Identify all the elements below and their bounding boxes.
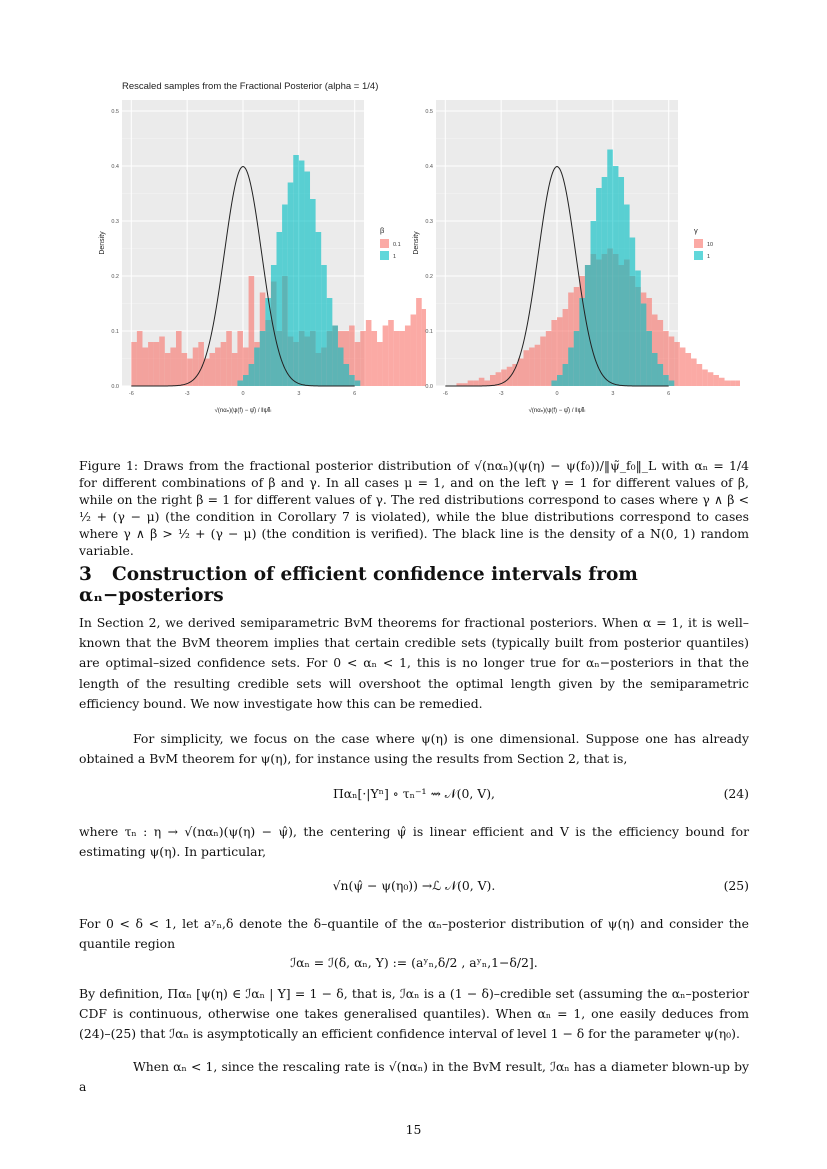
x-tick-label: 3 [611,391,615,397]
histogram-bar [204,359,210,387]
histogram-bar [713,375,719,386]
y-tick-label: 0.3 [111,219,119,225]
histogram-bar [327,298,333,386]
y-axis-label: Density [99,231,106,255]
equation-25 [79,878,749,894]
histogram-bar [512,364,518,386]
histogram-bar [635,271,641,387]
histogram-bar [507,367,513,386]
y-tick-label: 0.2 [111,274,119,280]
histogram-bar [142,348,148,387]
legend-key [694,239,703,248]
histogram-bar [321,265,327,386]
histogram-bar [349,375,355,386]
histogram-bar [316,232,322,386]
histogram-bar [176,331,182,386]
histogram-bar [344,364,350,386]
chart-right [410,95,740,440]
histogram-bar [215,348,221,387]
histogram-bar [288,183,294,387]
histogram-bar [607,150,613,387]
y-tick-label: 0.1 [425,329,433,335]
histogram-bar [518,359,524,387]
histogram-bar [243,375,249,386]
histogram-bar [591,221,597,386]
histogram-bar [618,177,624,386]
histogram-bar [551,320,557,386]
equation-24-number: (24) [723,786,749,801]
paragraph-rescaling: When αₙ < 1, since the rescaling rate is √(nαₙ) in the BvM result, ℐαₙ has a diameter blown-up by a [79,1059,749,1095]
histogram-bar [557,375,563,386]
histogram-bar [237,331,243,386]
histogram-bar [209,353,215,386]
y-tick-label: 0.3 [425,219,433,225]
histogram-bar [388,320,394,386]
x-tick-label: -6 [128,391,134,397]
figure-title: Rescaled samples from the Fractional Posterior (alpha = 1/4) [122,81,379,92]
histogram-bar [736,381,740,387]
histogram-bar [271,265,277,386]
histogram-bar [490,375,496,386]
histogram-bar [563,364,569,386]
histogram-bar [360,331,366,386]
legend-key [694,251,703,260]
x-tick-label: 6 [353,391,357,397]
histogram-bar [669,337,675,387]
y-axis-label: Density [413,231,420,255]
histogram-bar [371,331,377,386]
histogram-bar [377,342,383,386]
histogram-bar [479,378,485,386]
x-tick-label: 0 [241,391,245,397]
histogram-bar [249,364,255,386]
histogram-bar [394,331,400,386]
paragraph-simplicity: For simplicity, we focus on the case where ψ(η) is one dimensional. Suppose one has already obtained a BvM theorem for ψ(η), for instance using the results from Section 2, that is, [79,731,749,767]
histogram-bar [680,348,686,387]
section-title: Construction of efficient confidence intervals from αₙ−posteriors [79,564,638,606]
x-tick-label: -6 [442,391,448,397]
y-tick-label: 0.0 [425,384,433,390]
legend-key [380,251,389,260]
legend-label: 0.1 [393,242,401,248]
legend-title: β [380,226,385,235]
histogram-bar [719,378,725,386]
histogram-bar [293,155,299,386]
histogram-bar [383,326,389,387]
histogram-bar [730,381,736,387]
y-tick-label: 0.4 [425,164,433,170]
histogram-bar [468,381,474,387]
histogram-bar [159,337,165,387]
histogram-bar [299,161,305,387]
legend-label: 1 [393,254,397,260]
histogram-bar [658,364,664,386]
section-number: 3 [79,564,92,585]
histogram-bar [332,326,338,387]
x-tick-label: 3 [297,391,301,397]
x-axis-label: √(nαₙ)(ψ(f) − ψ̂) / ‖ψ̃‖ₗ [214,408,272,414]
legend-label: 1 [707,254,711,260]
histogram-bar [669,381,675,387]
histogram-bar [702,370,708,387]
equation-25-body: √n(ψ̂ − ψ(η₀)) →ℒ 𝒩(0, V). [332,878,496,893]
x-axis-label: √(nαₙ)(ψ(f) − ψ̂) / ‖ψ̃‖ₗ [528,408,586,414]
figure-caption: Figure 1: Draws from the fractional posterior distribution of √(nαₙ)(ψ(η) − ψ(f₀))/‖ψ̃_f₀‖_L with αₙ = 1/4 for different combinations of β and γ. In all cases μ = 1, and on the left γ = 1 for different values of β, while on the right β = 1 for different values of γ. The red distributions correspond to cases where γ ∧ β < ½ + (γ − μ) (the condition in Corollary 7 is violated), while the blue distributions correspond to cases where γ ∧ β > ½ + (γ − μ) (the condition is verified). The black line is the density of a N(0, 1) random variable. [79,458,749,558]
histogram-bar [193,348,199,387]
paragraph-centering: where τₙ : η → √(nαₙ)(ψ(η) − ψ̂), the centering ψ̂ is linear efficient and V is the efficiency bound for estimating ψ(η). In particular, [79,824,749,860]
page-number: 15 [405,1122,422,1137]
y-tick-label: 0.4 [111,164,119,170]
histogram-bar [226,331,232,386]
equation-24 [79,786,749,802]
legend-title: γ [694,226,698,235]
histogram-bar [221,342,227,386]
histogram-bar [399,331,405,386]
histogram-bar [484,381,490,387]
x-tick-label: 6 [667,391,671,397]
histogram-bar [585,265,591,386]
histogram-bar [630,238,636,387]
histogram-bar [282,205,288,387]
paragraph-definition: By definition, Παₙ [ψ(η) ∈ ℐαₙ | Y] = 1 − δ, that is, ℐαₙ is a (1 − δ)–credible set (assuming the αₙ–posterior CDF is continuous, otherwise one takes generalised quantiles). When αₙ = 1, one easily deduces from (24)–(25) that ℐαₙ is asymptotically an efficient confidence interval of level 1 − δ for the parameter ψ(η₀). [79,986,749,1042]
equation-quantile-region: ℐαₙ = ℐ(δ, αₙ, Y) := (aʸₙ,δ/2 , aʸₙ,1−δ/2]. [290,955,538,970]
histogram-bar [338,348,344,387]
y-tick-label: 0.5 [425,109,433,115]
histogram-bar [366,320,372,386]
histogram-bar [535,345,541,386]
histogram-bar [725,381,731,387]
histogram-bar [254,348,260,387]
y-tick-label: 0.2 [425,274,433,280]
paragraph-intro: In Section 2, we derived semiparametric BvM theorems for fractional posteriors. When α = 1, it is well–known that the BvM theorem implies that certain credible sets (typically built from posterior quantiles) are optimal–sized confidence sets. For 0 < αₙ < 1, this is no longer true for αₙ−posteriors in that the length of the resulting credible sets will overshoot the optimal length given by the semiparametric efficiency bound. We now investigate how this can be remedied. [79,615,749,711]
histogram-bar [685,353,691,386]
histogram-bar [237,381,243,387]
histogram-bar [624,205,630,387]
histogram-bar [596,188,602,386]
histogram-bar [137,331,143,386]
histogram-bar [641,304,647,387]
histogram-bar [663,375,669,386]
histogram-bar [355,381,361,387]
legend-key [380,239,389,248]
histogram-bar [546,331,552,386]
histogram-bar [277,232,283,386]
histogram-bar [148,342,154,386]
histogram-bar [652,353,658,386]
y-tick-label: 0.5 [111,109,119,115]
paragraph-quantile: For 0 < δ < 1, let aʸₙ,δ denote the δ–quantile of the αₙ–posterior distribution of ψ(η) and consider the quantile region [79,916,749,952]
histogram-bar [529,348,535,387]
histogram-bar [182,353,188,386]
y-tick-label: 0.0 [111,384,119,390]
histogram-bar [355,342,361,386]
section-heading [79,564,779,606]
histogram-bar [523,350,529,386]
histogram-bar [310,199,316,386]
equation-24-body: Παₙ[·|Yⁿ] ∘ τₙ⁻¹ ⇝ 𝒩(0, V), [333,786,495,801]
equation-25-number: (25) [723,878,749,893]
histogram-bar [131,342,137,386]
histogram-bar [540,337,546,387]
histogram-bar [646,331,652,386]
y-tick-label: 0.1 [111,329,119,335]
chart-left [96,95,426,440]
histogram-bar [551,381,557,387]
histogram-bar [473,381,479,387]
histogram-bar [574,331,580,386]
legend-label: 10 [707,242,714,248]
histogram-bar [674,342,680,386]
histogram-bar [613,166,619,386]
histogram-bar [691,359,697,387]
x-tick-label: 0 [555,391,559,397]
histogram-bar [170,348,176,387]
histogram-bar [260,331,266,386]
histogram-bar [602,177,608,386]
histogram-bar [304,172,310,387]
histogram-bar [568,348,574,387]
histogram-bar [697,364,703,386]
histogram-bar [708,372,714,386]
histogram-bar [154,342,160,386]
histogram-bar [165,353,171,386]
x-tick-label: -3 [184,391,190,397]
histogram-bar [232,353,238,386]
x-tick-label: -3 [498,391,504,397]
